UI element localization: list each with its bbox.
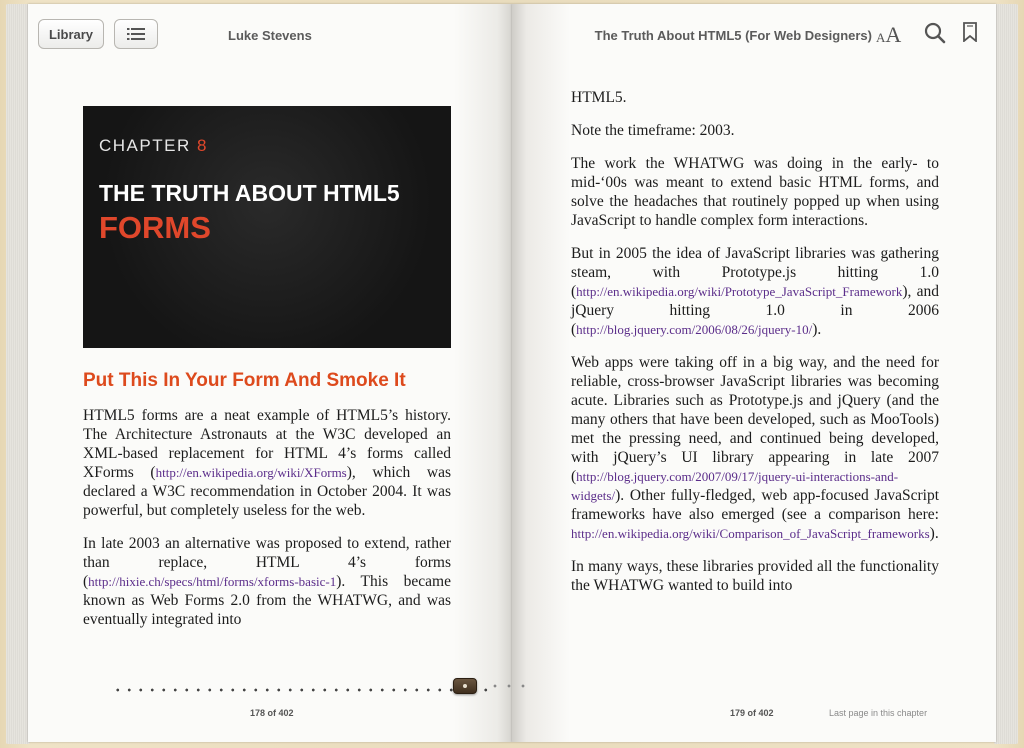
right-page-body xyxy=(571,88,939,609)
author-name: Luke Stevens xyxy=(228,28,312,43)
paragraph: HTML5. xyxy=(571,89,627,106)
paragraph: The work the WHATWG was doing in the early- to mid-‘00s was meant to extend basic HTML forms, and solve the headaches that routinely popped up when using JavaScript to handle complex form interactions. xyxy=(571,155,939,229)
page-stack-right xyxy=(994,4,1018,744)
chapter-label: CHAPTER 8 xyxy=(99,136,208,155)
chapter-title-line1: THE TRUTH ABOUT HTML5 xyxy=(99,180,400,206)
search-icon[interactable] xyxy=(924,22,946,44)
page-scrubber-thumb[interactable] xyxy=(453,678,477,694)
paragraph: Web apps were taking off in a big way, and the need for reliable, cross-browser JavaScript libraries was becoming acute. Libraries such as Prototype.js and jQuery (and the many others that have been developed, such as MooTools) met the pressing need, and continued being developed, with jQuery’s UI library appearing in late 2007 (http://blog.jquery.com/2007/09/17/jquery-ui-interactions-and-widgets/). Other fully-fledged, web app-focused JavaScript frameworks have also emerged (see a comparison here: http://en.wikipedia.org/wiki/Comparison_of_JavaScript_frameworks). xyxy=(571,354,939,542)
js-frameworks-comparison-link[interactable]: http://en.wikipedia.org/wiki/Comparison_of_JavaScript_frameworks xyxy=(571,526,930,541)
right-page xyxy=(512,4,996,742)
list-icon xyxy=(127,27,145,41)
hixie-link[interactable]: http://hixie.ch/specs/html/forms/xforms-basic-1 xyxy=(88,574,337,589)
jquery-10-link[interactable]: http://blog.jquery.com/2006/08/26/jquery-10/ xyxy=(576,322,813,337)
prototype-link[interactable]: http://en.wikipedia.org/wiki/Prototype_JavaScript_Framework xyxy=(576,284,903,299)
left-page-body xyxy=(83,406,451,643)
page-stack-left xyxy=(6,4,30,744)
chapter-number: 8 xyxy=(196,136,208,155)
table-of-contents-button[interactable] xyxy=(114,19,158,49)
xforms-link[interactable]: http://en.wikipedia.org/wiki/XForms xyxy=(155,465,347,480)
left-page xyxy=(28,4,512,742)
chapter-title-image xyxy=(83,106,451,348)
paragraph: In many ways, these libraries provided all the functionality the WHATWG wanted to build into xyxy=(571,558,939,594)
paragraph: HTML5 forms are a neat example of HTML5’s history. The Architecture Astronauts at the W3C developed an XML-based replacement for HTML 4’s forms called XForms (http://en.wikipedia.org/wiki/XForms), which was declared a W3C recommendation in October 2004. It was powerful, but completely useless for the web. xyxy=(83,407,451,519)
page-scrubber-track-left[interactable] xyxy=(112,688,492,692)
paragraph: Note the timeframe: 2003. xyxy=(571,122,735,139)
paragraph: But in 2005 the idea of JavaScript libraries was gathering steam, with Prototype.js hitting 1.0 (http://en.wikipedia.org/wiki/Prototype_JavaScript_Framework), and jQuery hitting 1.0 in 2006 (http://blog.jquery.com/2006/08/26/jquery-10/). xyxy=(571,245,939,338)
page-scrubber-track-center[interactable] xyxy=(488,684,528,688)
chapter-title-line2: FORMS xyxy=(99,210,211,245)
right-page-number: 179 of 402 xyxy=(730,708,774,718)
book-title: The Truth About HTML5 (For Web Designers) xyxy=(594,28,872,43)
left-page-number: 178 of 402 xyxy=(250,708,294,718)
bookmark-icon[interactable] xyxy=(963,22,977,42)
library-button[interactable]: Library xyxy=(38,19,104,49)
font-size-icon[interactable]: AA xyxy=(876,22,902,47)
jquery-ui-link[interactable]: http://blog.jquery.com/2007/09/17/jquery-ui-interactions-and-widgets/ xyxy=(571,469,899,503)
last-page-note: Last page in this chapter xyxy=(829,708,928,718)
paragraph: In late 2003 an alternative was proposed to extend, rather than replace, HTML 4’s forms (http://hixie.ch/specs/html/forms/xforms-basic-1). This became known as Web Forms 2.0 from the WHATWG, and was eventually integrated into xyxy=(83,535,451,628)
section-heading: Put This In Your Form And Smoke It xyxy=(83,370,406,391)
